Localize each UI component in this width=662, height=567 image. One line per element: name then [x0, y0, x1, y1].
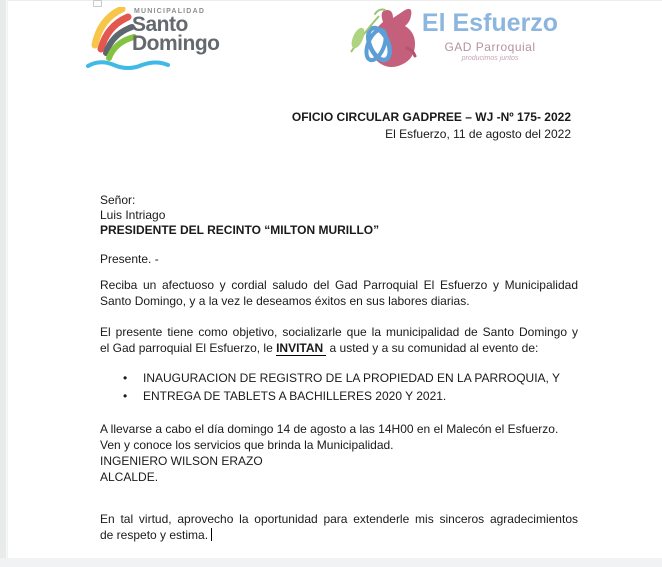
event-bullet-list — [100, 369, 578, 405]
paragraph-line — [100, 340, 578, 356]
text-cursor — [211, 528, 212, 541]
invitan-emphasis: INVITAN — [276, 341, 326, 356]
municipalidad-label: MUNICIPALIDAD — [134, 8, 206, 15]
oficio-number: OFICIO CIRCULAR GADPREE – WJ -Nº 175- 2022 — [291, 110, 571, 124]
paragraph-invitation — [100, 324, 578, 356]
paragraph-line: A llevarse a cabo el día domingo 14 de agosto a las 14H00 en el Malecón el Esfuerzo. — [100, 422, 559, 436]
addressee-block — [100, 193, 578, 238]
salutation: Señor: — [100, 193, 136, 207]
bullet-dot — [123, 369, 143, 387]
addressee-name: Luis Intriago — [100, 208, 166, 222]
workspace-background-left — [0, 0, 7, 558]
list-item — [100, 387, 578, 405]
presente-line: Presente. - — [100, 252, 159, 266]
paragraph-line: Ven y conoce los servicios que brinda la Municipalidad. — [100, 438, 394, 452]
invitation-text-after: a usted y a su comunidad al evento de: — [326, 341, 539, 355]
logo-tagline: producimos juntos — [461, 55, 519, 62]
bullet-text: INAUGURACION DE REGISTRO DE LA PROPIEDAD EN LA PARROQUIA, Y — [143, 371, 560, 385]
document-page[interactable] — [8, 0, 662, 558]
addressee-title: PRESIDENTE DEL RECINTO “MILTON MURILLO” — [100, 223, 380, 237]
santo-domingo-logo — [84, 6, 249, 74]
paragraph-line: En tal virtud, aprovecho la oportunidad para extenderle mis sinceros agradecimientos — [100, 512, 578, 526]
bullet-text: ENTREGA DE TABLETS A BACHILLERES 2020 Y 2021. — [143, 389, 447, 403]
workspace-background-bottom — [0, 558, 662, 567]
invitation-text-before: el Gad parroquial El Esfuerzo, le — [100, 341, 277, 355]
paragraph-closing — [100, 511, 578, 543]
el-esfuerzo-logo-text — [406, 9, 574, 62]
paragraph-line: El presente tiene como objetivo, socializarle que la municipalidad de Santo Domingo y — [100, 325, 578, 339]
paragraph-line — [100, 527, 578, 543]
paragraph-line: Reciba un afectuoso y cordial saludo del Gad Parroquial El Esfuerzo y Municipalidad — [100, 278, 578, 292]
gad-parroquial-label: GAD Parroquial — [444, 40, 536, 54]
signer-name: INGENIERO WILSON ERAZO — [100, 454, 263, 468]
date-line: El Esfuerzo, 11 de agosto del 2022 — [385, 127, 571, 141]
list-item — [100, 369, 578, 387]
paragraph-line: Santo Domingo, y a la vez le deseamos éxitos en sus labores diarias. — [100, 294, 470, 308]
santo-domingo-logo-text — [132, 8, 219, 53]
signer-title: ALCALDE. — [100, 470, 159, 484]
paragraph-greeting — [100, 277, 578, 309]
reference-block — [100, 109, 571, 143]
domingo-label: Domingo — [132, 32, 220, 55]
bullet-dot — [123, 387, 143, 405]
el-esfuerzo-logo — [342, 6, 574, 74]
closing-text: de respeto y estima. — [100, 528, 209, 542]
paragraph-event-details — [100, 421, 578, 485]
el-esfuerzo-title: El Esfuerzo — [421, 9, 559, 37]
santo-label: Santo — [132, 13, 188, 36]
